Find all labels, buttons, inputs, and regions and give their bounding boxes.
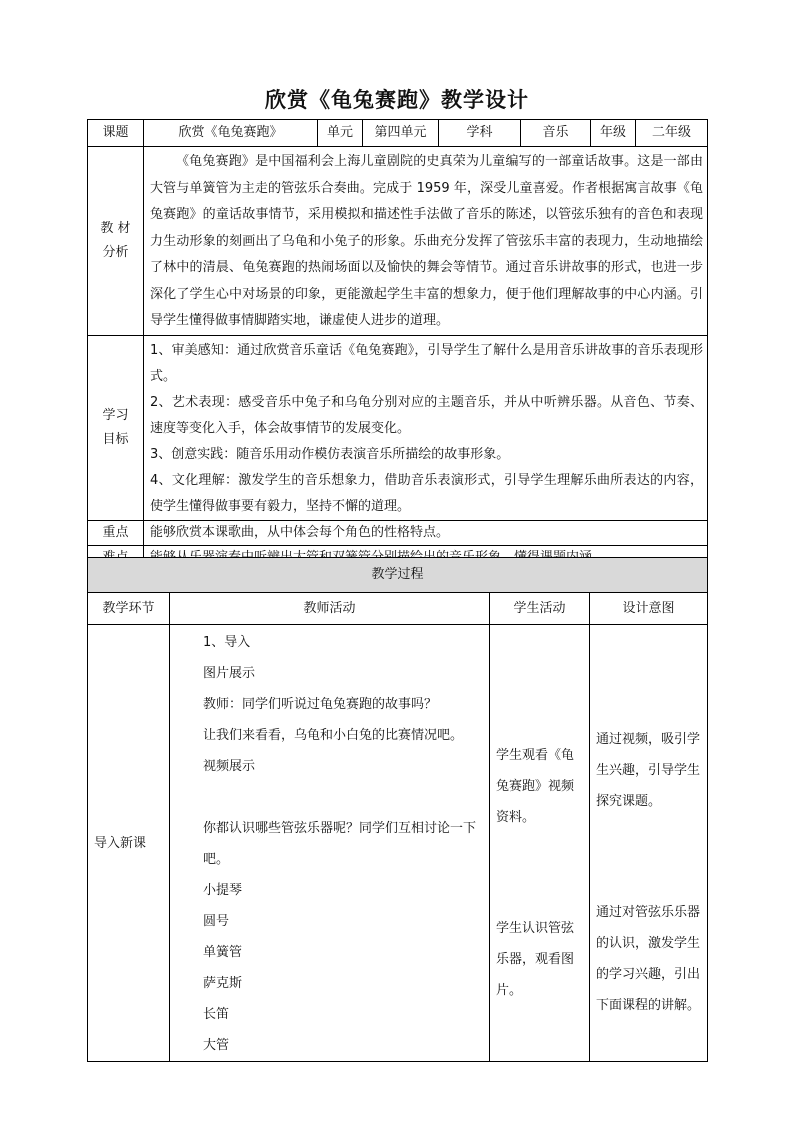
analysis-label: 教 材 分析	[88, 147, 144, 336]
teacher-line: 长笛	[203, 1007, 230, 1022]
header-stage: 教学环节	[88, 593, 170, 625]
teacher-line: 你都认识哪些管弦乐器呢？同学们互相讨论一下吧。	[203, 821, 477, 867]
objective-item: 3、创意实践：随音乐用动作模仿表演音乐所描绘的故事形象。	[150, 446, 510, 462]
lesson-info-table	[87, 119, 708, 571]
design-intent-2: 通过对管弦乐乐器的认识，激发学生的学习兴趣，引出下面课程的讲解。	[596, 905, 701, 1013]
objective-item: 1、审美感知：通过欣赏音乐童话《龟兔赛跑》，引导学生了解什么是用音乐讲故事的音乐表现形式。	[150, 342, 703, 384]
subject-label: 学科	[439, 120, 521, 147]
lesson-label: 课题	[88, 120, 144, 147]
teacher-line: 圆号	[203, 914, 230, 929]
key-point-text: 能够欣赏本课歌曲，从中体会每个角色的性格特点。	[144, 520, 708, 545]
teacher-line: 单簧管	[203, 945, 243, 960]
analysis-text: 《龟兔赛跑》是中国福利会上海儿童剧院的史真荣为儿童编写的一部童话故事。这是一部由大管与单簧管为主走的管弦乐合奏曲。完成于 1959 年，深受儿童喜爱。作者根据寓言故事《龟兔赛跑》的童话故事情节，采用模拟和描述性手法做了音乐的陈述，以管弦乐独有的音色和表现力生动形象的刻画出了乌龟和小兔子的形象。乐曲充分发挥了管弦乐丰富的表现力，生动地描绘了林中的清晨、龟兔赛跑的热闹场面以及愉快的舞会等情节。通过音乐讲故事的形式，也进一步深化了学生心中对场景的印象，更能激起学生丰富的想象力，便于他们理解故事的中心内涵。引导学生懂得做事情脚踏实地，谦虚使人进步的道理。	[144, 147, 708, 336]
design-intent-1: 通过视频，吸引学生兴趣，引导学生探究课题。	[596, 732, 701, 809]
design-intent-cell	[590, 625, 708, 1062]
student-activity-cell	[490, 625, 590, 1062]
subject-value: 音乐	[521, 120, 591, 147]
stage-cell: 导入新课	[88, 625, 170, 1062]
page-title: 欣赏《龟兔赛跑》教学设计	[265, 88, 529, 112]
teacher-line-spacer	[203, 782, 483, 813]
unit-label: 单元	[318, 120, 363, 147]
objective-item: 2、艺术表现：感受音乐中兔子和乌龟分别对应的主题音乐，并从中听辨乐器。从音色、节奏、速度等变化入手，体会故事情节的发展变化。	[150, 394, 703, 436]
objectives-label: 学习 目标	[88, 335, 144, 520]
teacher-line: 1、导入	[203, 635, 251, 650]
grade-label: 年级	[591, 120, 636, 147]
objectives-list	[144, 335, 708, 520]
teacher-line: 让我们来看看，乌龟和小白兔的比赛情况吧。	[203, 728, 464, 743]
teacher-line: 大管	[203, 1038, 230, 1053]
student-activity-2: 学生认识管弦乐器，观看图片。	[496, 920, 575, 998]
teacher-activity-cell	[170, 625, 490, 1062]
header-intent: 设计意图	[590, 593, 708, 625]
teacher-line: 图片展示	[203, 666, 256, 681]
objective-item: 4、文化理解：激发学生的音乐想象力，借助音乐表演形式，引导学生理解乐曲所表达的内容，使学生懂得做事要有毅力，坚持不懈的道理。	[150, 472, 703, 514]
unit-value: 第四单元	[363, 120, 439, 147]
teacher-line: 视频展示	[203, 759, 256, 774]
teacher-line: 教师：同学们听说过龟兔赛跑的故事吗？	[203, 697, 438, 712]
student-activity-1: 学生观看《龟兔赛跑》视频资料。	[496, 747, 575, 825]
key-point-label: 重点	[88, 520, 144, 545]
lesson-value: 欣赏《龟兔赛跑》	[144, 120, 318, 147]
teacher-line: 萨克斯	[203, 976, 243, 991]
header-student: 学生活动	[490, 593, 590, 625]
teacher-line: 小提琴	[203, 883, 243, 898]
header-teacher: 教师活动	[170, 593, 490, 625]
teaching-process-table	[87, 557, 708, 1062]
grade-value: 二年级	[636, 120, 708, 147]
process-band-title: 教学过程	[88, 558, 708, 593]
